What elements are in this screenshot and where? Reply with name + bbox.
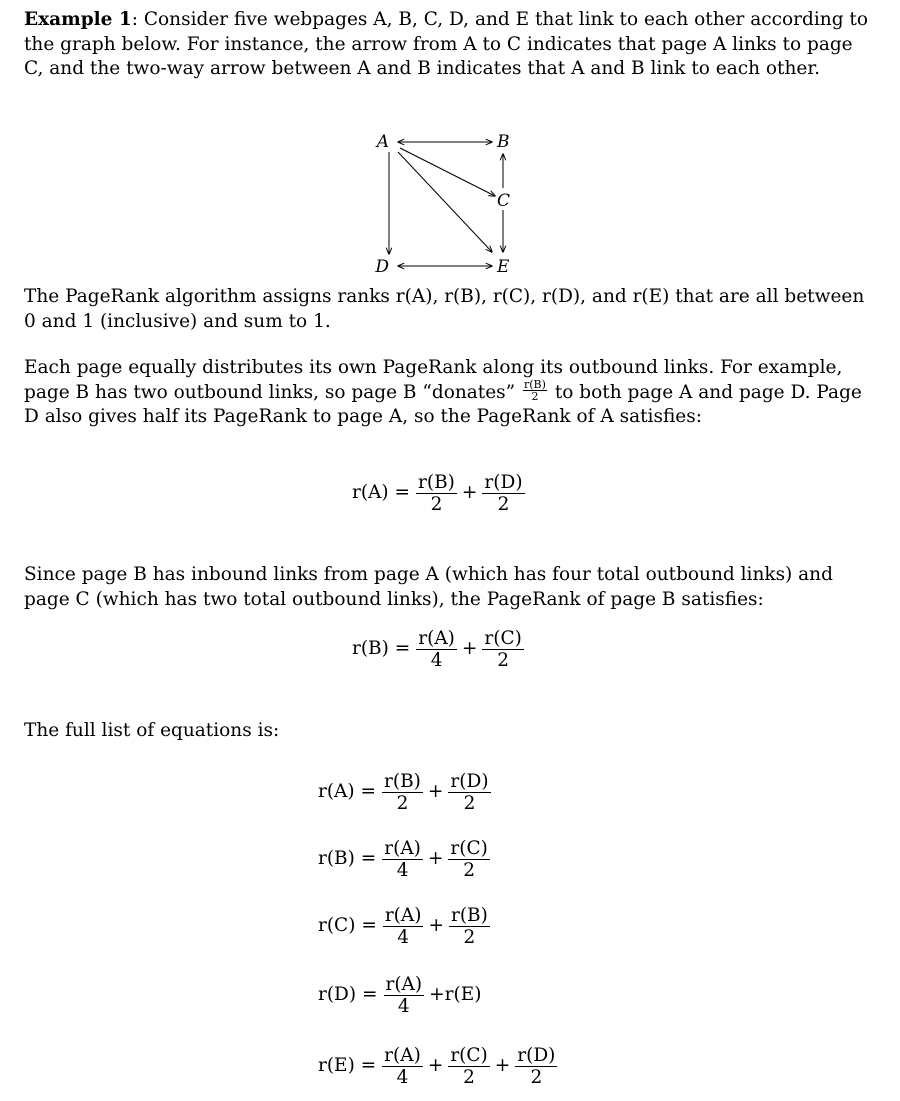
equation-r-e: r(E) = $\frac{r(A)}{4}$ + $\frac{r(C)}{2}$ + $\frac{r(D)}{2}$ bbox=[318, 1045, 556, 1088]
equation-a-single: r(A) = $\frac{r(B)}{2}$ + $\frac{r(D)}{2}$ bbox=[352, 472, 523, 515]
node-d: D bbox=[375, 257, 389, 277]
edge-a-c bbox=[400, 148, 495, 196]
equation-r-a: r(A) = $\frac{r(B)}{2}$ + $\frac{r(D)}{2}$ bbox=[318, 771, 489, 814]
pagerank-paragraph: The PageRank algorithm assigns ranks r(A), r(B), r(C), r(D), and r(E) that are all between 0 and 1 (inclusive) and sum to 1. bbox=[24, 286, 865, 332]
edge-a-e bbox=[398, 152, 492, 252]
distribute-paragraph: Each page equally distributes its own PageRank along its outbound links. For example, page B has two outbound links, so page B “donates” $\frac{r(B)}{2}$ to both page A and page D. Page D also gives half its PageRank to page A, so the PageRank of A satisfies: bbox=[24, 357, 862, 427]
inline-fraction: $\frac{r(B)}{2}$ bbox=[524, 378, 546, 403]
full-list-heading: The full list of equations is: bbox=[24, 720, 280, 741]
node-c: C bbox=[497, 191, 511, 211]
equation-r-d: r(D) = $\frac{r(A)}{4}$ +r(E) bbox=[318, 974, 482, 1017]
equation-b-single: r(B) = $\frac{r(A)}{4}$ + $\frac{r(C)}{2}$ bbox=[352, 628, 522, 671]
inbound-paragraph: Since page B has inbound links from page A (which has four total outbound links) and page C (which has two total outbound links), the PageRank of page B satisfies: bbox=[24, 564, 833, 610]
intro-text: : Consider five webpages A, B, C, D, and E that link to each other according to the graph below. For instance, the arrow from A to C indicates that page A links to page C, and the two-way arrow between A and B indicates that A and B link to each other. bbox=[24, 9, 868, 79]
link-graph-svg bbox=[360, 126, 540, 278]
equation-r-b: r(B) = $\frac{r(A)}{4}$ + $\frac{r(C)}{2}$ bbox=[318, 838, 488, 881]
intro-paragraph bbox=[24, 8, 870, 82]
example-label: Example 1 bbox=[24, 9, 132, 30]
node-a: A bbox=[376, 132, 389, 152]
link-graph bbox=[360, 126, 540, 278]
node-b: B bbox=[497, 132, 510, 152]
node-e: E bbox=[497, 257, 510, 277]
equation-r-c: r(C) = $\frac{r(A)}{4}$ + $\frac{r(B)}{2}$ bbox=[318, 905, 488, 948]
